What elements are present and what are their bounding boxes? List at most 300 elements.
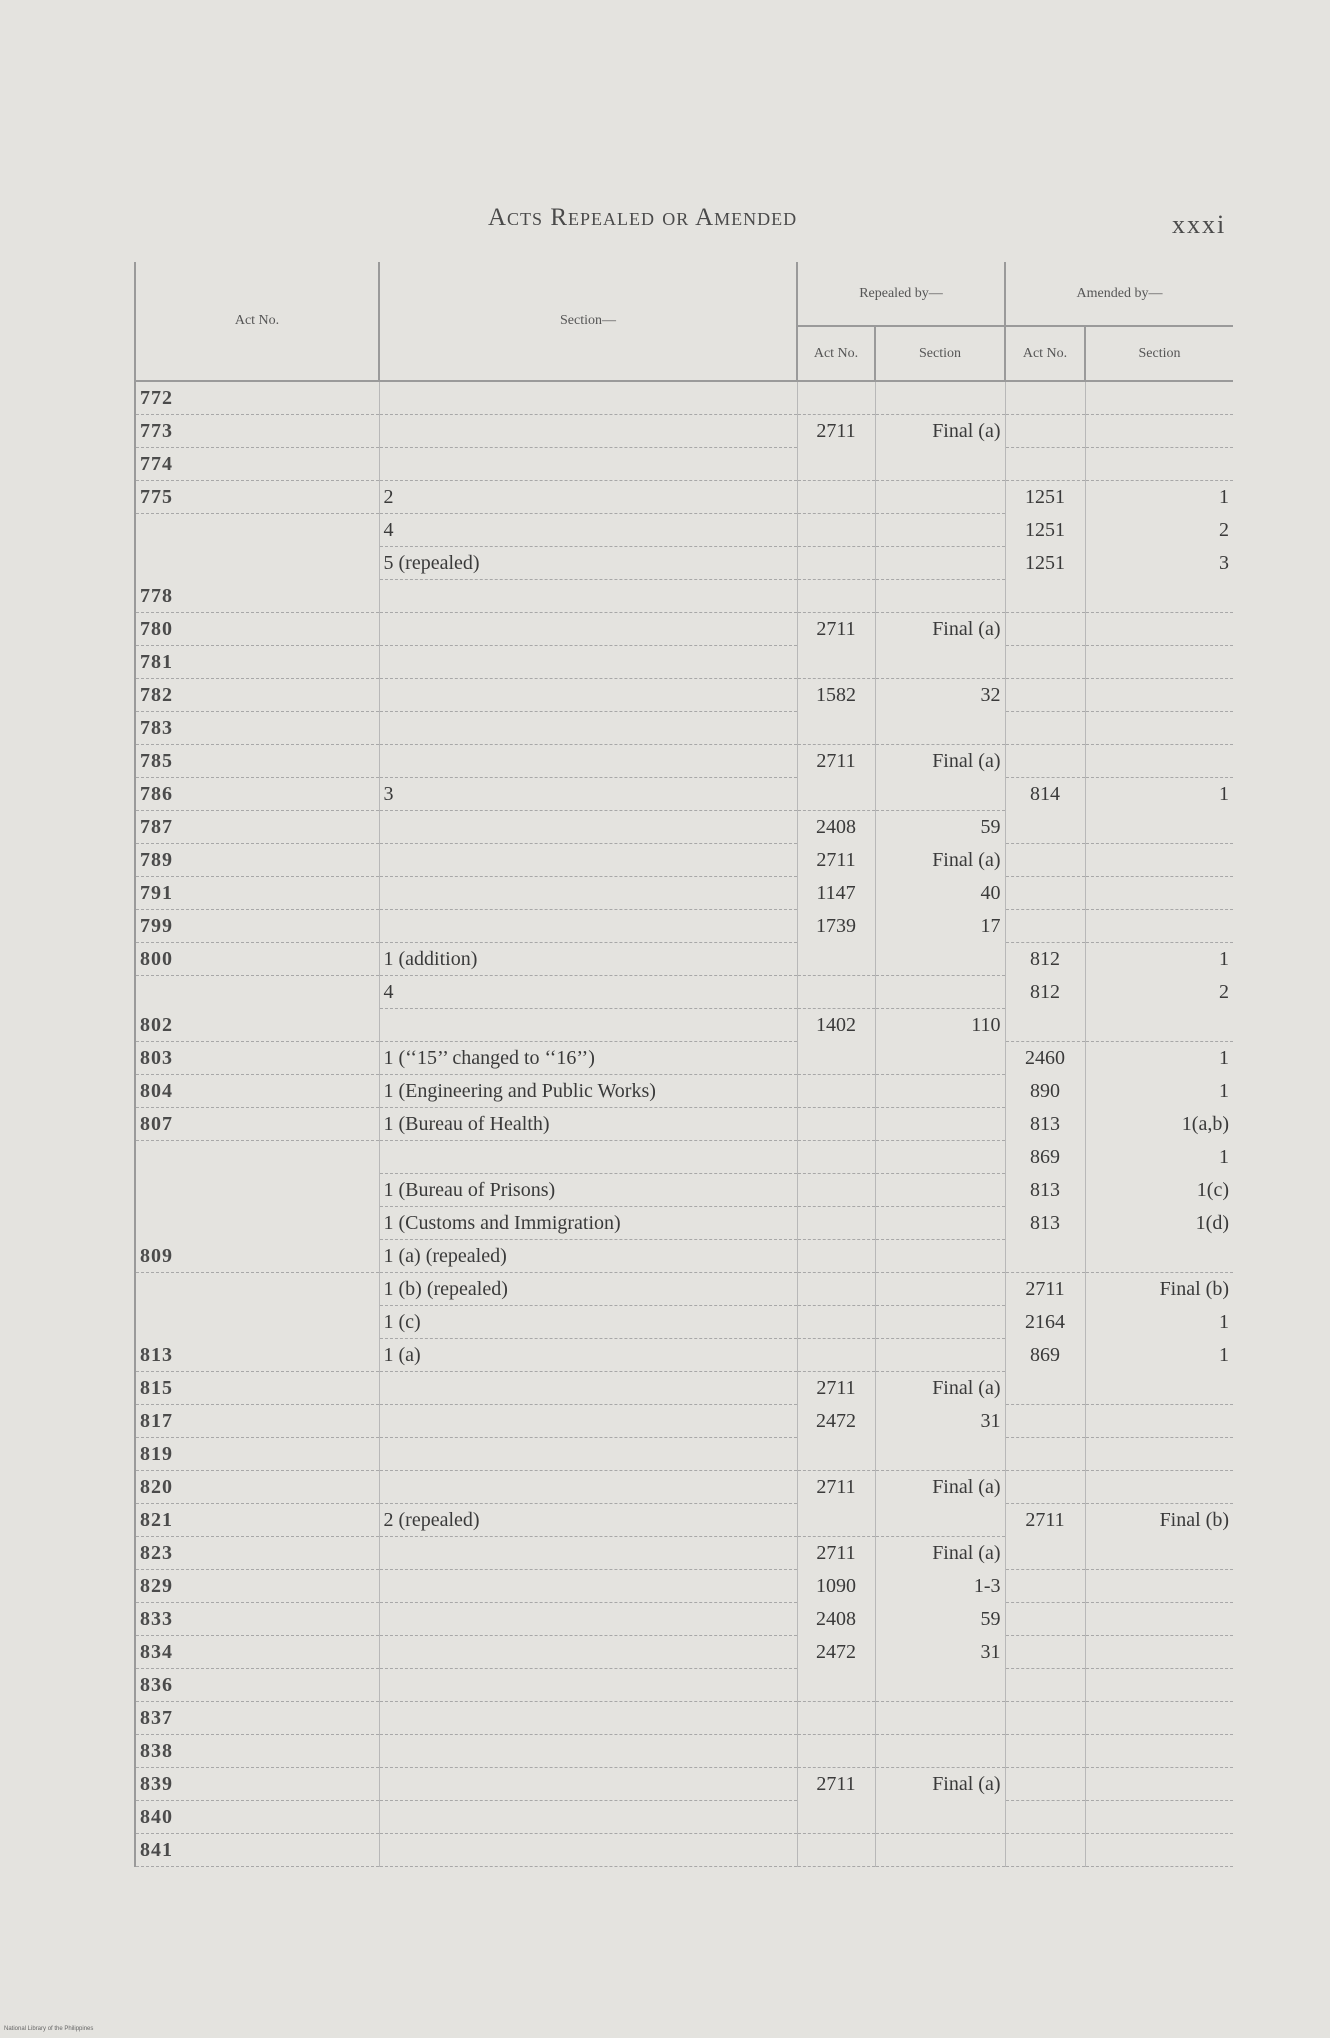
row-section: [379, 679, 797, 712]
row-act-no: [135, 1108, 379, 1141]
row-amended-act-no: [1005, 1570, 1085, 1603]
row-repealed-section: [875, 712, 1005, 745]
row-section: [379, 1768, 797, 1801]
row-repealed-section-text: 59: [980, 816, 1001, 839]
row-amended-act-no: [1005, 877, 1085, 910]
row-act-no: [135, 1603, 379, 1636]
row-repealed-act-no-text: 2711: [816, 849, 856, 871]
row-section-text: 1 (‘‘15’’ changed to ‘‘16’’): [383, 1047, 595, 1069]
row-repealed-act-no: [797, 481, 875, 514]
row-amended-section: [1085, 976, 1233, 1009]
row-act-no: [135, 778, 379, 811]
row-amended-act-no: [1005, 1240, 1085, 1273]
table-row: [135, 745, 1233, 778]
row-repealed-act-no: [797, 1174, 875, 1207]
row-act-no: [135, 1834, 379, 1867]
row-amended-section: [1085, 547, 1233, 580]
row-act-no-text: 837: [140, 1707, 173, 1729]
row-amended-act-no: [1005, 679, 1085, 712]
row-section-text: 1 (Bureau of Health): [383, 1113, 550, 1135]
table-row: [135, 547, 1233, 580]
row-repealed-act-no: [797, 1240, 875, 1273]
row-section-text: 4: [383, 519, 394, 541]
row-amended-section: [1085, 1834, 1233, 1867]
row-repealed-act-no-text: 2711: [816, 420, 856, 443]
row-amended-act-no: [1005, 1735, 1085, 1768]
row-section: [379, 1174, 797, 1207]
row-section-text: 5 (repealed): [383, 552, 480, 574]
row-amended-act-no: [1005, 745, 1085, 778]
row-amended-act-no: [1005, 1669, 1085, 1702]
row-amended-section-text: 1: [1219, 1344, 1229, 1366]
table-row: [135, 1108, 1233, 1141]
row-act-no: [135, 1009, 379, 1042]
table-row: [135, 712, 1233, 745]
row-act-no: [135, 1207, 379, 1240]
row-section: [379, 448, 797, 481]
row-repealed-section: [875, 1273, 1005, 1306]
row-amended-section-text: 2: [1219, 981, 1229, 1003]
row-repealed-act-no: [797, 1636, 875, 1669]
row-act-no: [135, 1702, 379, 1735]
row-section: [379, 1735, 797, 1768]
row-amended-act-no: [1005, 613, 1085, 646]
row-repealed-section: [875, 1306, 1005, 1339]
row-amended-act-no: [1005, 1372, 1085, 1405]
row-repealed-act-no-text: 2711: [816, 618, 856, 641]
row-act-no-text: 821: [140, 1509, 173, 1531]
row-act-no-text: 813: [140, 1343, 173, 1366]
row-repealed-act-no: [797, 1669, 875, 1702]
running-head: Acts Repealed or Amended: [488, 204, 798, 231]
row-amended-section: [1085, 448, 1233, 481]
row-repealed-act-no: [797, 1702, 875, 1735]
row-repealed-act-no-text: 1147: [816, 882, 856, 904]
row-section: [379, 481, 797, 514]
row-section-text: 1 (Customs and Immigration): [383, 1212, 621, 1234]
row-act-no: [135, 910, 379, 943]
row-repealed-act-no: [797, 1339, 875, 1372]
row-amended-section: [1085, 910, 1233, 943]
row-act-no: [135, 1504, 379, 1537]
page-number: xxxi: [1172, 210, 1227, 239]
row-amended-section: [1085, 1405, 1233, 1438]
row-section: [379, 580, 797, 613]
row-amended-act-no: [1005, 1339, 1085, 1372]
row-act-no: [135, 1471, 379, 1504]
row-amended-section: [1085, 1042, 1233, 1075]
row-amended-act-no-text: 2460: [1025, 1047, 1065, 1070]
row-amended-section: [1085, 415, 1233, 448]
row-section: [379, 1669, 797, 1702]
row-act-no: [135, 514, 379, 547]
row-act-no-text: 800: [140, 948, 173, 970]
table-row: [135, 943, 1233, 976]
row-amended-act-no: [1005, 514, 1085, 547]
row-repealed-section: [875, 514, 1005, 547]
row-amended-act-no: [1005, 844, 1085, 877]
row-amended-act-no: [1005, 448, 1085, 481]
row-act-no-text: 817: [140, 1410, 173, 1432]
row-amended-act-no: [1005, 1801, 1085, 1834]
row-act-no: [135, 1768, 379, 1801]
row-amended-section: [1085, 646, 1233, 679]
row-repealed-section: [875, 613, 1005, 646]
row-repealed-act-no: [797, 976, 875, 1009]
row-repealed-act-no: [797, 547, 875, 580]
row-amended-section-text: 1(a,b): [1181, 1113, 1229, 1135]
row-act-no: [135, 1405, 379, 1438]
row-amended-act-no: [1005, 1306, 1085, 1339]
row-amended-section-text: 1(d): [1195, 1212, 1229, 1234]
row-act-no: [135, 1801, 379, 1834]
row-act-no-text: 840: [140, 1806, 173, 1828]
row-amended-act-no: [1005, 1537, 1085, 1570]
row-amended-section: [1085, 679, 1233, 712]
table-row: [135, 1141, 1233, 1174]
row-amended-section: [1085, 1141, 1233, 1174]
table-row: [135, 415, 1233, 448]
row-repealed-act-no-text: 2711: [816, 1542, 856, 1565]
row-section-text: 3: [383, 783, 394, 805]
row-repealed-section: [875, 1042, 1005, 1075]
row-repealed-act-no: [797, 1438, 875, 1471]
row-repealed-act-no: [797, 1042, 875, 1075]
row-act-no-text: 789: [140, 849, 173, 871]
table-row: [135, 1570, 1233, 1603]
row-repealed-act-no-text: 2408: [816, 1608, 856, 1630]
row-repealed-act-no-text: 2711: [816, 1476, 856, 1499]
table-row: [135, 1009, 1233, 1042]
row-section: [379, 1240, 797, 1273]
table-row: [135, 613, 1233, 646]
row-act-no-text: 838: [140, 1740, 173, 1762]
row-act-no-text: 802: [140, 1013, 173, 1036]
row-act-no: [135, 844, 379, 877]
row-act-no-text: 775: [140, 486, 173, 508]
row-repealed-section: [875, 745, 1005, 778]
row-section: [379, 712, 797, 745]
table-row: [135, 910, 1233, 943]
row-act-no: [135, 1075, 379, 1108]
row-section-text: 2 (repealed): [383, 1509, 480, 1531]
row-amended-act-no: [1005, 1834, 1085, 1867]
row-repealed-section-text: 31: [980, 1410, 1001, 1432]
row-section-text: 1 (a): [383, 1344, 421, 1366]
row-repealed-section-text: Final (a): [932, 849, 1001, 871]
table-row: [135, 1438, 1233, 1471]
row-repealed-act-no-text: 2408: [816, 816, 856, 839]
row-repealed-section: [875, 1504, 1005, 1537]
row-section: [379, 877, 797, 910]
row-act-no-text: 778: [140, 584, 173, 607]
row-repealed-section: [875, 580, 1005, 613]
row-act-no-text: 804: [140, 1080, 173, 1102]
row-repealed-act-no: [797, 1075, 875, 1108]
row-act-no-text: 803: [140, 1047, 173, 1069]
row-act-no: [135, 1735, 379, 1768]
row-repealed-act-no: [797, 1471, 875, 1504]
row-amended-act-no-text: 2711: [1025, 1278, 1065, 1301]
row-repealed-section: [875, 1174, 1005, 1207]
row-amended-section: [1085, 381, 1233, 415]
row-repealed-act-no: [797, 1537, 875, 1570]
row-amended-section: [1085, 745, 1233, 778]
row-repealed-act-no-text: 2472: [816, 1641, 856, 1663]
row-act-no-text: 829: [140, 1575, 173, 1597]
row-amended-act-no: [1005, 1504, 1085, 1537]
row-act-no: [135, 943, 379, 976]
row-repealed-section: [875, 1471, 1005, 1504]
row-act-no: [135, 1141, 379, 1174]
row-repealed-section-text: 17: [980, 915, 1001, 937]
row-amended-act-no-text: 1251: [1025, 519, 1065, 541]
row-repealed-act-no-text: 2472: [816, 1410, 856, 1432]
row-act-no-text: 799: [140, 915, 173, 937]
row-repealed-section: [875, 415, 1005, 448]
row-repealed-section: [875, 1240, 1005, 1273]
row-act-no: [135, 1273, 379, 1306]
row-repealed-section: [875, 1669, 1005, 1702]
row-amended-section: [1085, 844, 1233, 877]
row-section: [379, 1603, 797, 1636]
row-amended-act-no-text: 869: [1030, 1344, 1060, 1366]
row-act-no-text: 834: [140, 1641, 173, 1663]
row-repealed-act-no: [797, 1768, 875, 1801]
row-repealed-act-no: [797, 844, 875, 877]
source-note: National Library of the Philippines: [4, 2026, 94, 2032]
row-repealed-act-no: [797, 1372, 875, 1405]
row-amended-section: [1085, 1075, 1233, 1108]
table-row: [135, 877, 1233, 910]
row-act-no-text: 772: [140, 387, 173, 409]
table-row: [135, 1471, 1233, 1504]
row-amended-act-no: [1005, 415, 1085, 448]
row-section: [379, 811, 797, 844]
row-repealed-section: [875, 1207, 1005, 1240]
row-act-no: [135, 415, 379, 448]
row-amended-act-no: [1005, 1471, 1085, 1504]
row-repealed-section: [875, 844, 1005, 877]
row-repealed-act-no-text: 1739: [816, 915, 856, 937]
row-amended-act-no: [1005, 976, 1085, 1009]
row-repealed-section-text: Final (a): [932, 420, 1001, 443]
row-amended-act-no-text: 813: [1030, 1113, 1060, 1135]
table-row: [135, 1801, 1233, 1834]
row-repealed-section: [875, 1075, 1005, 1108]
table-row: [135, 580, 1233, 613]
row-repealed-act-no: [797, 1504, 875, 1537]
row-section: [379, 778, 797, 811]
row-act-no: [135, 976, 379, 1009]
acts-table-body: [135, 381, 1233, 1867]
row-repealed-act-no: [797, 381, 875, 415]
row-repealed-act-no: [797, 1009, 875, 1042]
row-amended-section: [1085, 1702, 1233, 1735]
row-repealed-act-no-text: 1582: [816, 684, 856, 707]
row-amended-section: [1085, 580, 1233, 613]
row-amended-section: [1085, 712, 1233, 745]
row-repealed-act-no: [797, 1306, 875, 1339]
row-repealed-section-text: Final (a): [932, 1476, 1001, 1499]
row-repealed-section: [875, 1372, 1005, 1405]
row-amended-act-no: [1005, 580, 1085, 613]
table-row: [135, 1702, 1233, 1735]
table-row: [135, 1339, 1233, 1372]
row-amended-section: [1085, 613, 1233, 646]
row-repealed-act-no: [797, 613, 875, 646]
row-section: [379, 1042, 797, 1075]
row-act-no-text: 791: [140, 882, 173, 904]
row-act-no-text: 836: [140, 1674, 173, 1696]
row-repealed-section: [875, 1537, 1005, 1570]
row-repealed-section: [875, 811, 1005, 844]
row-act-no-text: 839: [140, 1773, 173, 1795]
table-row: [135, 811, 1233, 844]
row-repealed-section-text: 32: [980, 684, 1001, 707]
col-header-repealed-section: Section: [875, 326, 1005, 381]
row-repealed-section: [875, 1339, 1005, 1372]
row-repealed-section: [875, 1141, 1005, 1174]
row-amended-section: [1085, 1108, 1233, 1141]
row-repealed-act-no: [797, 745, 875, 778]
row-section: [379, 1405, 797, 1438]
row-repealed-section-text: Final (a): [932, 1542, 1001, 1565]
row-repealed-section: [875, 1009, 1005, 1042]
row-amended-section-text: 1: [1219, 1146, 1229, 1168]
row-amended-section-text: 1: [1219, 948, 1229, 971]
row-section: [379, 1339, 797, 1372]
row-amended-section-text: 2: [1219, 519, 1229, 541]
table-row: [135, 1042, 1233, 1075]
row-repealed-section: [875, 1603, 1005, 1636]
row-act-no-text: 833: [140, 1608, 173, 1630]
row-section-text: 1 (addition): [383, 948, 478, 970]
table-row: [135, 1207, 1233, 1240]
row-repealed-section: [875, 1768, 1005, 1801]
table-row: [135, 514, 1233, 547]
row-amended-act-no: [1005, 1075, 1085, 1108]
row-repealed-act-no: [797, 778, 875, 811]
row-section: [379, 1636, 797, 1669]
row-section: [379, 646, 797, 679]
row-repealed-section: [875, 976, 1005, 1009]
row-act-no: [135, 1537, 379, 1570]
row-amended-section: [1085, 1306, 1233, 1339]
row-amended-section: [1085, 778, 1233, 811]
row-amended-section: [1085, 1372, 1233, 1405]
row-amended-act-no: [1005, 1042, 1085, 1075]
row-section-text: 1 (Bureau of Prisons): [383, 1179, 556, 1201]
row-amended-act-no: [1005, 1438, 1085, 1471]
row-amended-act-no-text: 890: [1030, 1080, 1060, 1102]
row-amended-act-no: [1005, 1636, 1085, 1669]
row-repealed-act-no: [797, 580, 875, 613]
row-amended-act-no: [1005, 1768, 1085, 1801]
row-repealed-act-no: [797, 448, 875, 481]
row-repealed-act-no: [797, 1735, 875, 1768]
row-section: [379, 1834, 797, 1867]
row-repealed-section: [875, 547, 1005, 580]
row-act-no: [135, 580, 379, 613]
row-repealed-act-no: [797, 514, 875, 547]
row-repealed-act-no: [797, 1108, 875, 1141]
row-act-no-text: 820: [140, 1476, 173, 1498]
row-amended-section-text: 3: [1219, 552, 1229, 574]
table-row: [135, 646, 1233, 679]
row-repealed-act-no-text: 2711: [816, 750, 856, 773]
row-amended-act-no: [1005, 943, 1085, 976]
row-repealed-section-text: 1-3: [973, 1575, 1001, 1597]
row-repealed-section-text: 31: [980, 1641, 1001, 1663]
row-repealed-section: [875, 679, 1005, 712]
row-section-text: 4: [383, 981, 394, 1003]
row-repealed-act-no-text: 2711: [816, 1773, 856, 1796]
row-amended-section: [1085, 1570, 1233, 1603]
row-repealed-section: [875, 1438, 1005, 1471]
row-section-text: 1 (b) (repealed): [383, 1278, 508, 1300]
row-amended-act-no: [1005, 646, 1085, 679]
table-row: [135, 1405, 1233, 1438]
table-row: [135, 976, 1233, 1009]
row-act-no: [135, 1174, 379, 1207]
acts-table: [134, 262, 1233, 1867]
row-amended-act-no-text: 869: [1030, 1146, 1060, 1168]
row-amended-section: [1085, 1636, 1233, 1669]
row-act-no-text: 786: [140, 783, 173, 805]
row-amended-act-no: [1005, 1603, 1085, 1636]
table-row: [135, 1174, 1233, 1207]
row-act-no-text: 785: [140, 750, 173, 772]
row-amended-act-no-text: 814: [1030, 783, 1060, 806]
row-repealed-section-text: Final (a): [932, 1773, 1001, 1796]
row-amended-act-no-text: 812: [1030, 981, 1060, 1003]
col-header-act-no: Act No.: [135, 262, 379, 381]
row-act-no-text: 815: [140, 1377, 173, 1399]
row-repealed-act-no: [797, 910, 875, 943]
row-act-no: [135, 1438, 379, 1471]
row-amended-section: [1085, 1339, 1233, 1372]
row-section: [379, 844, 797, 877]
row-section: [379, 1504, 797, 1537]
row-section: [379, 1273, 797, 1306]
row-amended-act-no-text: 813: [1030, 1212, 1060, 1234]
row-repealed-section: [875, 646, 1005, 679]
row-act-no-text: 780: [140, 618, 173, 640]
row-amended-act-no: [1005, 547, 1085, 580]
row-section: [379, 1108, 797, 1141]
row-section: [379, 745, 797, 778]
row-amended-section: [1085, 481, 1233, 514]
row-repealed-section: [875, 778, 1005, 811]
row-amended-act-no: [1005, 1009, 1085, 1042]
row-amended-act-no-text: 812: [1030, 948, 1060, 971]
row-act-no: [135, 1240, 379, 1273]
row-act-no-text: 841: [140, 1839, 173, 1861]
row-repealed-act-no: [797, 712, 875, 745]
row-amended-section-text: 1: [1219, 486, 1229, 509]
row-repealed-section-text: Final (a): [932, 750, 1001, 773]
row-repealed-section: [875, 877, 1005, 910]
table-row: [135, 1636, 1233, 1669]
col-header-repealed-by: Repealed by—: [797, 262, 1005, 326]
row-section: [379, 1570, 797, 1603]
table-row: [135, 1075, 1233, 1108]
row-repealed-act-no: [797, 1834, 875, 1867]
row-repealed-section: [875, 481, 1005, 514]
table-row: [135, 679, 1233, 712]
row-act-no-text: 809: [140, 1244, 173, 1267]
